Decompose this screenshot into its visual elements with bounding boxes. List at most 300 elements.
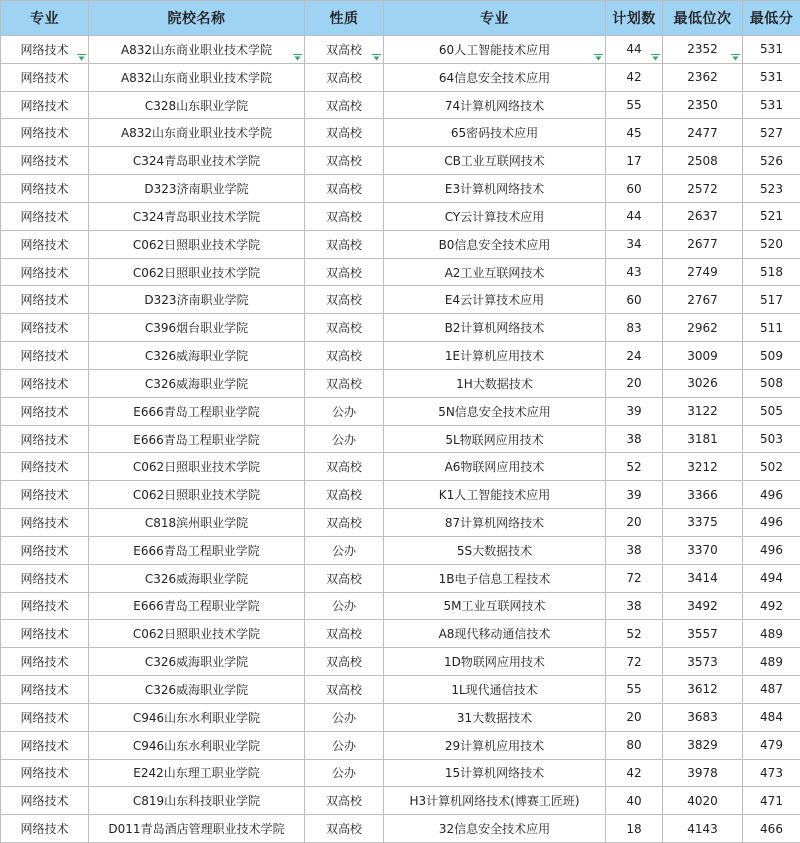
school-name-cell[interactable] [89, 676, 305, 704]
program-cell[interactable] [384, 286, 606, 314]
major-cell[interactable] [1, 620, 89, 648]
major-cell[interactable] [1, 425, 89, 453]
plan-count-cell[interactable] [606, 397, 663, 425]
min-score-cell[interactable] [743, 509, 800, 537]
cell-text: C946山东水利职业学院 [133, 711, 260, 725]
cell-text: C324青岛职业技术学院 [133, 154, 260, 168]
min-score-cell[interactable] [743, 369, 800, 397]
plan-count-cell[interactable] [606, 703, 663, 731]
min-rank-cell[interactable] [663, 676, 743, 704]
school-name-cell[interactable] [89, 759, 305, 787]
table-row [1, 481, 800, 509]
cell-text: 双高校 [326, 43, 362, 57]
cell-text: 3370 [687, 543, 718, 557]
program-cell[interactable] [384, 314, 606, 342]
major-cell[interactable] [1, 202, 89, 230]
plan-count-cell[interactable] [606, 620, 663, 648]
table-row [1, 36, 800, 64]
min-rank-cell[interactable] [663, 509, 743, 537]
program-cell[interactable] [384, 536, 606, 564]
major-cell[interactable] [1, 703, 89, 731]
major-cell[interactable] [1, 536, 89, 564]
cell-text: 网络技术 [20, 433, 68, 447]
program-cell[interactable] [384, 119, 606, 147]
major-cell[interactable] [1, 286, 89, 314]
dropdown-filter-icon[interactable] [77, 54, 86, 61]
cell-text: 网络技术 [20, 71, 68, 85]
school-name-cell[interactable] [89, 286, 305, 314]
cell-text: 32信息安全技术应用 [439, 822, 550, 836]
min-score-cell[interactable] [743, 230, 800, 258]
min-score-header[interactable]: 最低分 [743, 1, 800, 36]
type-cell[interactable] [305, 397, 384, 425]
dropdown-filter-icon[interactable] [594, 54, 603, 61]
cell-text: 65密码技术应用 [451, 126, 538, 140]
dropdown-filter-icon[interactable] [293, 54, 302, 61]
major-cell[interactable] [1, 369, 89, 397]
min-score-cell[interactable] [743, 91, 800, 119]
school-name-cell[interactable] [89, 314, 305, 342]
major-cell[interactable] [1, 258, 89, 286]
program-cell[interactable] [384, 592, 606, 620]
school-name-cell[interactable] [89, 815, 305, 843]
min-score-cell[interactable] [743, 676, 800, 704]
program-cell[interactable] [384, 175, 606, 203]
cell-text: 网络技术 [20, 349, 68, 363]
min-rank-cell[interactable] [663, 119, 743, 147]
school-name-cell[interactable] [89, 648, 305, 676]
min-rank-cell[interactable] [663, 564, 743, 592]
min-rank-cell[interactable] [663, 175, 743, 203]
cell-text: 3366 [687, 488, 718, 502]
program-cell[interactable] [384, 703, 606, 731]
program-cell[interactable] [384, 425, 606, 453]
min-score-cell[interactable] [743, 63, 800, 91]
min-score-cell[interactable] [743, 258, 800, 286]
table-row [1, 731, 800, 759]
cell-text: 38 [626, 432, 641, 446]
cell-text: 489 [760, 655, 783, 669]
program-cell[interactable] [384, 63, 606, 91]
school-name-cell[interactable] [89, 175, 305, 203]
program-cell[interactable] [384, 36, 606, 64]
school-name-cell[interactable] [89, 91, 305, 119]
cell-text: 双高校 [326, 488, 362, 502]
type-cell[interactable] [305, 676, 384, 704]
min-score-cell[interactable] [743, 536, 800, 564]
cell-text: C326威海职业学院 [145, 683, 248, 697]
min-score-cell[interactable] [743, 453, 800, 481]
cell-text: 网络技术 [20, 210, 68, 224]
school-name-cell[interactable] [89, 369, 305, 397]
dropdown-filter-icon[interactable] [651, 54, 660, 61]
type-cell[interactable] [305, 258, 384, 286]
school-name-header[interactable]: 院校名称 [89, 1, 305, 36]
major-cell[interactable] [1, 314, 89, 342]
type-cell[interactable] [305, 620, 384, 648]
plan-count-cell[interactable] [606, 815, 663, 843]
table-row [1, 91, 800, 119]
cell-text: 489 [760, 627, 783, 641]
school-name-cell[interactable] [89, 509, 305, 537]
min-score-cell[interactable] [743, 202, 800, 230]
plan-count-cell[interactable] [606, 369, 663, 397]
cell-text: 42 [626, 70, 641, 84]
min-score-cell[interactable] [743, 342, 800, 370]
plan-count-cell[interactable] [606, 509, 663, 537]
cell-text: 网络技术 [20, 599, 68, 613]
min-score-cell[interactable] [743, 119, 800, 147]
major-cell[interactable] [1, 676, 89, 704]
major-cell[interactable] [1, 175, 89, 203]
type-cell[interactable] [305, 286, 384, 314]
type-cell[interactable] [305, 648, 384, 676]
dropdown-filter-icon[interactable] [372, 54, 381, 61]
major-cell[interactable] [1, 91, 89, 119]
type-cell[interactable] [305, 509, 384, 537]
cell-text: E666青岛工程职业学院 [133, 599, 260, 613]
type-cell[interactable] [305, 536, 384, 564]
min-score-cell[interactable] [743, 175, 800, 203]
plan-count-cell[interactable] [606, 453, 663, 481]
cell-text: 2572 [687, 182, 718, 196]
table-row [1, 564, 800, 592]
min-rank-cell[interactable] [663, 787, 743, 815]
cell-text: E666青岛工程职业学院 [133, 433, 260, 447]
min-rank-cell[interactable] [663, 592, 743, 620]
min-rank-cell[interactable] [663, 202, 743, 230]
school-name-cell[interactable] [89, 230, 305, 258]
type-cell[interactable] [305, 175, 384, 203]
min-score-cell[interactable] [743, 648, 800, 676]
type-cell[interactable] [305, 453, 384, 481]
min-rank-cell[interactable] [663, 481, 743, 509]
cell-text: 2352 [687, 42, 718, 56]
cell-text: 1D物联网应用技术 [444, 655, 545, 669]
plan-count-cell[interactable] [606, 202, 663, 230]
min-rank-cell[interactable] [663, 147, 743, 175]
program-cell[interactable] [384, 342, 606, 370]
program-cell[interactable] [384, 731, 606, 759]
major-cell[interactable] [1, 564, 89, 592]
plan-count-cell[interactable] [606, 91, 663, 119]
program-cell[interactable] [384, 481, 606, 509]
type-cell[interactable] [305, 91, 384, 119]
table-row [1, 815, 800, 843]
program-cell[interactable] [384, 202, 606, 230]
type-cell[interactable] [305, 703, 384, 731]
plan-count-cell[interactable] [606, 425, 663, 453]
cell-text: 双高校 [326, 182, 362, 196]
major-cell[interactable] [1, 787, 89, 815]
min-rank-cell[interactable] [663, 731, 743, 759]
cell-text: 2362 [687, 70, 718, 84]
plan-count-cell[interactable] [606, 592, 663, 620]
cell-text: A832山东商业职业技术学院 [121, 43, 272, 57]
program-header[interactable]: 专业 [384, 1, 606, 36]
min-score-cell[interactable] [743, 36, 800, 64]
school-name-cell[interactable] [89, 147, 305, 175]
min-rank-cell[interactable] [663, 91, 743, 119]
min-rank-cell[interactable] [663, 63, 743, 91]
program-cell[interactable] [384, 453, 606, 481]
program-cell[interactable] [384, 620, 606, 648]
table-row [1, 620, 800, 648]
major-header[interactable]: 专业 [1, 1, 89, 36]
school-name-cell[interactable] [89, 425, 305, 453]
min-score-cell[interactable] [743, 147, 800, 175]
program-cell[interactable] [384, 258, 606, 286]
school-name-cell[interactable] [89, 731, 305, 759]
cell-text: D011青岛酒店管理职业技术学院 [108, 822, 284, 836]
school-name-cell[interactable] [89, 36, 305, 64]
cell-text: 公办 [332, 739, 356, 753]
cell-text: 双高校 [326, 238, 362, 252]
min-rank-cell[interactable] [663, 36, 743, 64]
min-score-cell[interactable] [743, 787, 800, 815]
min-score-cell[interactable] [743, 397, 800, 425]
plan-count-cell[interactable] [606, 648, 663, 676]
plan-count-cell[interactable] [606, 481, 663, 509]
cell-text: 526 [760, 154, 783, 168]
cell-text: C946山东水利职业学院 [133, 739, 260, 753]
min-rank-cell[interactable] [663, 425, 743, 453]
min-rank-cell[interactable] [663, 258, 743, 286]
plan-count-cell[interactable] [606, 564, 663, 592]
plan-count-cell[interactable] [606, 787, 663, 815]
program-cell[interactable] [384, 397, 606, 425]
cell-text: C328山东职业学院 [145, 99, 248, 113]
plan-count-cell[interactable] [606, 286, 663, 314]
school-name-cell[interactable] [89, 592, 305, 620]
cell-text: 521 [760, 209, 783, 223]
major-cell[interactable] [1, 63, 89, 91]
min-rank-cell[interactable] [663, 620, 743, 648]
program-cell[interactable] [384, 147, 606, 175]
type-cell[interactable] [305, 481, 384, 509]
plan-count-cell[interactable] [606, 759, 663, 787]
min-rank-cell[interactable] [663, 314, 743, 342]
min-score-cell[interactable] [743, 731, 800, 759]
min-rank-cell[interactable] [663, 815, 743, 843]
min-score-cell[interactable] [743, 286, 800, 314]
min-score-cell[interactable] [743, 620, 800, 648]
cell-text: 公办 [332, 405, 356, 419]
cell-text: 15计算机网络技术 [445, 766, 544, 780]
type-cell[interactable] [305, 314, 384, 342]
plan-count-cell[interactable] [606, 63, 663, 91]
plan-count-cell[interactable] [606, 230, 663, 258]
school-name-cell[interactable] [89, 481, 305, 509]
school-name-cell[interactable] [89, 397, 305, 425]
major-cell[interactable] [1, 36, 89, 64]
school-name-cell[interactable] [89, 63, 305, 91]
cell-text: E666青岛工程职业学院 [133, 405, 260, 419]
program-cell[interactable] [384, 815, 606, 843]
cell-text: 505 [760, 404, 783, 418]
plan-count-cell[interactable] [606, 147, 663, 175]
cell-text: 双高校 [326, 460, 362, 474]
type-cell[interactable] [305, 63, 384, 91]
plan-count-cell[interactable] [606, 36, 663, 64]
major-cell[interactable] [1, 397, 89, 425]
type-cell[interactable] [305, 592, 384, 620]
major-cell[interactable] [1, 731, 89, 759]
cell-text: 471 [760, 794, 783, 808]
min-rank-cell[interactable] [663, 703, 743, 731]
program-cell[interactable] [384, 676, 606, 704]
table-row [1, 592, 800, 620]
type-cell[interactable] [305, 425, 384, 453]
min-score-cell[interactable] [743, 703, 800, 731]
min-rank-cell[interactable] [663, 342, 743, 370]
school-name-cell[interactable] [89, 453, 305, 481]
type-header[interactable]: 性质 [305, 1, 384, 36]
program-cell[interactable] [384, 787, 606, 815]
type-cell[interactable] [305, 147, 384, 175]
cell-text: C062日照职业技术学院 [133, 460, 260, 474]
cell-text: 双高校 [326, 683, 362, 697]
dropdown-filter-icon[interactable] [731, 54, 740, 61]
cell-text: 38 [626, 599, 641, 613]
min-rank-cell[interactable] [663, 397, 743, 425]
cell-text: 531 [760, 70, 783, 84]
cell-text: 511 [760, 321, 783, 335]
cell-text: 5L物联网应用技术 [445, 433, 543, 447]
plan-count-cell[interactable] [606, 536, 663, 564]
type-cell[interactable] [305, 731, 384, 759]
min-rank-cell[interactable] [663, 759, 743, 787]
table-row [1, 147, 800, 175]
plan-count-cell[interactable] [606, 119, 663, 147]
major-cell[interactable] [1, 815, 89, 843]
type-cell[interactable] [305, 787, 384, 815]
cell-text: 双高校 [326, 572, 362, 586]
major-cell[interactable] [1, 342, 89, 370]
cell-text: 34 [626, 237, 641, 251]
cell-text: 60人工智能技术应用 [439, 43, 550, 57]
type-cell[interactable] [305, 759, 384, 787]
table-row [1, 703, 800, 731]
cell-text: 4143 [687, 822, 718, 836]
major-cell[interactable] [1, 147, 89, 175]
type-cell[interactable] [305, 202, 384, 230]
school-name-cell[interactable] [89, 787, 305, 815]
plan-count-cell[interactable] [606, 258, 663, 286]
major-cell[interactable] [1, 759, 89, 787]
min-rank-cell[interactable] [663, 648, 743, 676]
cell-text: H3计算机网络技术(博赛工匠班) [409, 794, 579, 808]
cell-text: 3612 [687, 682, 718, 696]
type-cell[interactable] [305, 119, 384, 147]
school-name-cell[interactable] [89, 202, 305, 230]
min-score-cell[interactable] [743, 564, 800, 592]
cell-text: 523 [760, 182, 783, 196]
major-cell[interactable] [1, 481, 89, 509]
major-cell[interactable] [1, 592, 89, 620]
cell-text: 3212 [687, 460, 718, 474]
cell-text: 网络技术 [20, 683, 68, 697]
school-name-cell[interactable] [89, 536, 305, 564]
cell-text: 508 [760, 376, 783, 390]
min-rank-cell[interactable] [663, 230, 743, 258]
program-cell[interactable] [384, 564, 606, 592]
school-name-cell[interactable] [89, 620, 305, 648]
program-cell[interactable] [384, 369, 606, 397]
school-name-cell[interactable] [89, 703, 305, 731]
plan-count-header[interactable]: 计划数 [606, 1, 663, 36]
school-name-cell[interactable] [89, 342, 305, 370]
cell-text: 20 [626, 515, 641, 529]
cell-text: 44 [626, 42, 641, 56]
table-row [1, 175, 800, 203]
major-cell[interactable] [1, 119, 89, 147]
major-cell[interactable] [1, 230, 89, 258]
major-cell[interactable] [1, 648, 89, 676]
cell-text: 网络技术 [20, 766, 68, 780]
min-score-cell[interactable] [743, 815, 800, 843]
min-rank-header[interactable]: 最低位次 [663, 1, 743, 36]
cell-text: 87计算机网络技术 [445, 516, 544, 530]
cell-text: 4020 [687, 794, 718, 808]
min-rank-cell[interactable] [663, 286, 743, 314]
plan-count-cell[interactable] [606, 314, 663, 342]
plan-count-cell[interactable] [606, 175, 663, 203]
cell-text: 3978 [687, 766, 718, 780]
cell-text: 517 [760, 293, 783, 307]
table-row [1, 286, 800, 314]
type-cell[interactable] [305, 230, 384, 258]
min-score-cell[interactable] [743, 481, 800, 509]
cell-text: E242山东理工职业学院 [133, 766, 260, 780]
type-cell[interactable] [305, 815, 384, 843]
cell-text: 网络技术 [20, 266, 68, 280]
cell-text: 44 [626, 209, 641, 223]
cell-text: 网络技术 [20, 293, 68, 307]
cell-text: 484 [760, 710, 783, 724]
cell-text: 3009 [687, 349, 718, 363]
type-cell[interactable] [305, 369, 384, 397]
min-score-cell[interactable] [743, 592, 800, 620]
major-cell[interactable] [1, 509, 89, 537]
major-cell[interactable] [1, 453, 89, 481]
min-score-cell[interactable] [743, 425, 800, 453]
min-rank-cell[interactable] [663, 536, 743, 564]
min-score-cell[interactable] [743, 759, 800, 787]
cell-text: 2350 [687, 98, 718, 112]
type-cell[interactable] [305, 342, 384, 370]
program-cell[interactable] [384, 509, 606, 537]
type-cell[interactable] [305, 36, 384, 64]
cell-text: K1人工智能技术应用 [439, 488, 551, 502]
school-name-cell[interactable] [89, 119, 305, 147]
cell-text: 509 [760, 349, 783, 363]
program-cell[interactable] [384, 230, 606, 258]
plan-count-cell[interactable] [606, 676, 663, 704]
school-name-cell[interactable] [89, 258, 305, 286]
program-cell[interactable] [384, 648, 606, 676]
cell-text: 45 [626, 126, 641, 140]
plan-count-cell[interactable] [606, 731, 663, 759]
program-cell[interactable] [384, 91, 606, 119]
min-score-cell[interactable] [743, 314, 800, 342]
type-cell[interactable] [305, 564, 384, 592]
min-rank-cell[interactable] [663, 369, 743, 397]
min-rank-cell[interactable] [663, 453, 743, 481]
program-cell[interactable] [384, 759, 606, 787]
school-name-cell[interactable] [89, 564, 305, 592]
plan-count-cell[interactable] [606, 342, 663, 370]
